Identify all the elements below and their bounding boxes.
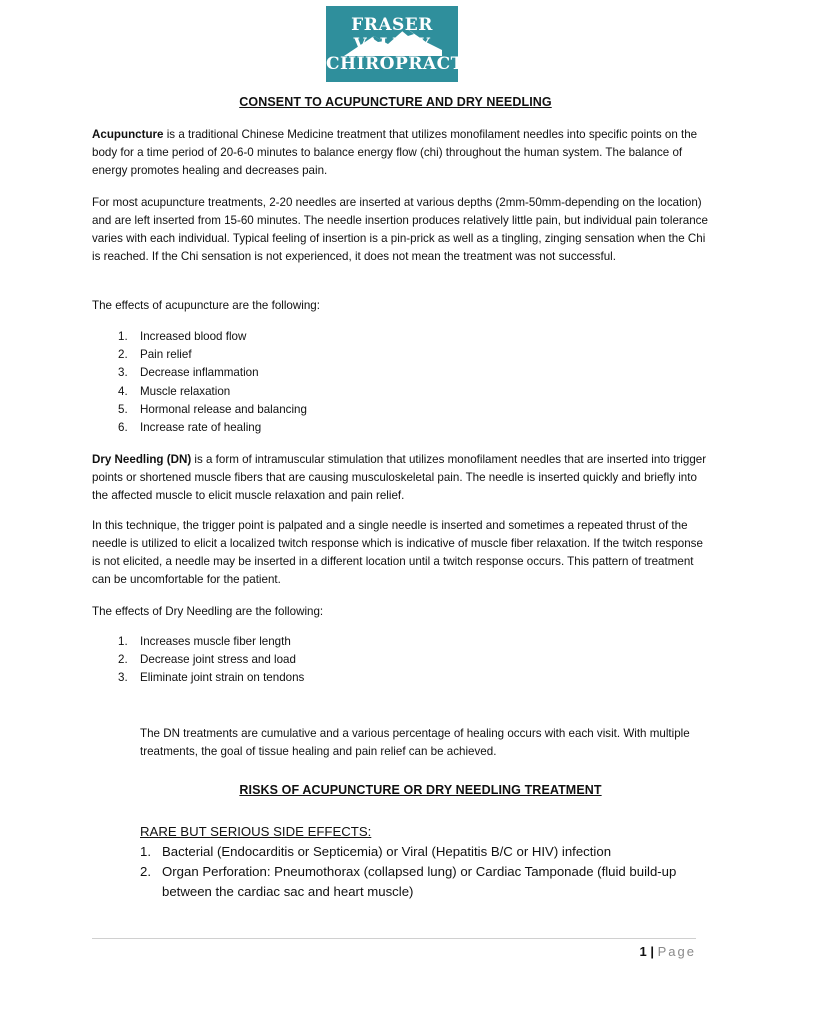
risks-list (140, 842, 700, 902)
acupuncture-effects-intro: The effects of acupuncture are the following: (92, 299, 320, 312)
footer-divider (92, 938, 696, 939)
list-item: 1. Bacterial (Endocarditis or Septicemia) or Viral (Hepatitis B/C or HIV) infection (140, 844, 612, 859)
risks-subheading: RARE BUT SERIOUS SIDE EFFECTS: (140, 824, 372, 839)
list-item: 3. Decrease inflammation (118, 366, 259, 380)
list-item: 1. Increased blood flow (118, 330, 247, 343)
list-item: 2. Organ Perforation: Pneumothorax (collapsed lung) or Cardiac Tamponade (fluid build-up between the cardiac sac and heart muscle) (140, 864, 677, 899)
list-item: 4. Muscle relaxation (118, 384, 231, 398)
acupuncture-term: Acupuncture (92, 128, 164, 141)
dry-needling-cumulative: The DN treatments are cumulative and a various percentage of healing occurs with each visit. With multiple treatments, the goal of tissue healing and pain relief can be achieved. (140, 727, 690, 758)
dry-needling-effects-intro: The effects of Dry Needling are the following: (92, 605, 324, 618)
acupuncture-definition-text: is a traditional Chinese Medicine treatment that utilizes monofilament needles into specific points on the body for a time period of 20-6-0 minutes to balance energy flow (chi) throughout the human system. The balance of energy promotes healing and decreases pain. (92, 128, 698, 177)
risks-title: RISKS OF ACUPUNCTURE OR DRY NEEDLING TREATMENT (239, 783, 602, 797)
clinic-logo (326, 6, 487, 82)
list-item: 5. Hormonal release and balancing (118, 402, 307, 416)
dry-needling-effects-list (118, 633, 304, 688)
page-footer (600, 944, 696, 959)
list-item: 3. Eliminate joint strain on tendons (118, 671, 305, 685)
list-item: 1. Increases muscle fiber length (118, 635, 291, 648)
page-label: Page (657, 944, 696, 959)
dry-needling-definition (92, 451, 712, 505)
acupuncture-details: For most acupuncture treatments, 2-20 needles are inserted at various depths (2mm-50mm-depending on the location) and are left inserted from 15-60 minutes. The needle insertion produces relatively little pain, but individual pain tolerance varies with each individual. Typical feeling of insertion is a pin-prick as well as a tingling, zinging sensation when the Chi is reached. If the Chi sensation is not experienced, it does not mean the treatment was not successful. (92, 196, 708, 263)
dry-needling-definition-text: is a form of intramuscular stimulation that utilizes monofilament needles that are inserted into trigger points or shortened muscle fibers that are causing musculoskeletal pain. The needle is inserted quickly and briefly into the affected muscle to elicit muscle relaxation and pain relief. (92, 453, 707, 502)
list-item: 2. Decrease joint stress and load (118, 653, 296, 667)
page-number: 1 (639, 944, 647, 959)
acupuncture-definition (92, 126, 712, 180)
footer-separator: | (646, 944, 658, 959)
logo-line-1: FRASER VALLEY (351, 15, 433, 55)
page-title: CONSENT TO ACUPUNCTURE AND DRY NEEDLING (239, 95, 552, 109)
logo-line-2: CHIROPRACTIC (326, 54, 487, 74)
list-item: 2. Pain relief (118, 348, 192, 362)
acupuncture-effects-list (118, 328, 307, 437)
list-item: 6. Increase rate of healing (118, 421, 262, 435)
dry-needling-term: Dry Needling (DN) (92, 453, 192, 466)
dry-needling-technique: In this technique, the trigger point is palpated and a single needle is inserted and sometimes a repeated thrust of the needle is utilized to elicit a localized twitch response which is indicative of muscle fiber relaxation. If the twitch response is not elicited, a needle may be inserted in a different location until a twitch response occurs. This pattern of treatment can be uncomfortable for the patient. (92, 519, 703, 586)
